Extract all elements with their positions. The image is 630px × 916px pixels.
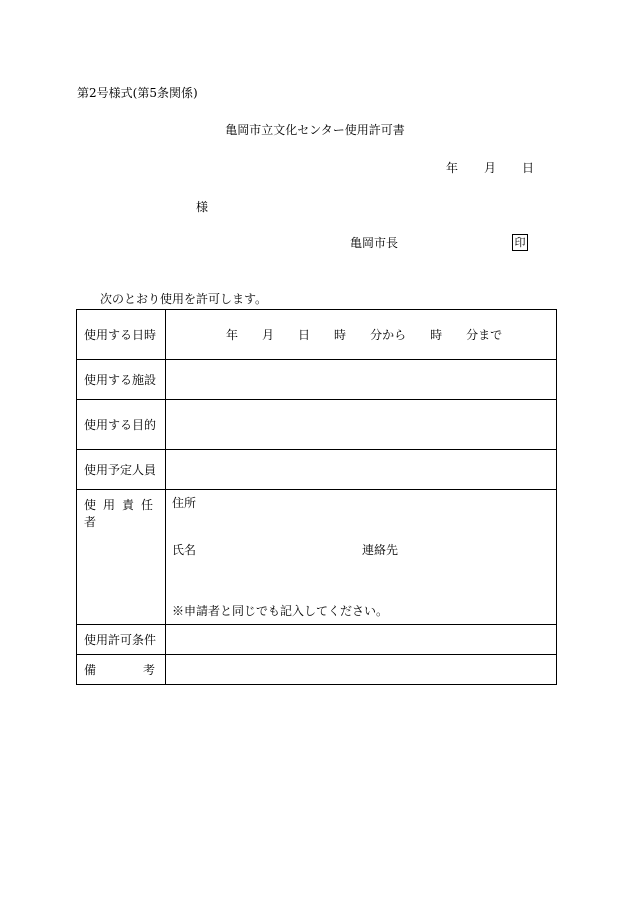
purpose-value-cell[interactable] bbox=[166, 400, 557, 450]
permit-table bbox=[76, 309, 557, 685]
datetime-minute-from: 分から bbox=[370, 328, 407, 342]
responsible-address-label: 住所 bbox=[172, 496, 197, 510]
datetime-template bbox=[172, 326, 556, 343]
label-facility: 使用する施設 bbox=[77, 360, 166, 400]
label-remarks-cell bbox=[77, 655, 166, 685]
datetime-day: 日 bbox=[298, 328, 311, 342]
label-purpose: 使用する目的 bbox=[77, 400, 166, 450]
responsible-note: ※申請者と同じでも記入してください。 bbox=[172, 604, 389, 618]
table-row-responsible bbox=[77, 490, 557, 625]
document-title: 亀岡市立文化センター使用許可書 bbox=[225, 123, 405, 137]
seal-mark: 印 bbox=[512, 234, 528, 251]
date-day-label: 日 bbox=[522, 161, 535, 175]
datetime-month: 月 bbox=[262, 328, 275, 342]
datetime-value-cell[interactable] bbox=[166, 310, 557, 360]
label-responsible: 使用責任者 bbox=[84, 498, 161, 529]
datetime-year: 年 bbox=[226, 328, 239, 342]
addressee-suffix: 様 bbox=[196, 200, 209, 214]
date-year-label: 年 bbox=[446, 161, 459, 175]
remarks-value-cell[interactable] bbox=[166, 655, 557, 685]
label-datetime: 使用する日時 bbox=[77, 310, 166, 360]
responsible-value-cell[interactable] bbox=[166, 490, 557, 625]
label-responsible-cell bbox=[77, 490, 166, 625]
attendees-value-cell[interactable] bbox=[166, 450, 557, 490]
facility-value-cell[interactable] bbox=[166, 360, 557, 400]
table-row-remarks bbox=[77, 655, 557, 685]
datetime-minute-until: 分まで bbox=[466, 328, 503, 342]
label-attendees: 使用予定人員 bbox=[77, 450, 166, 490]
datetime-hour-end: 時 bbox=[430, 328, 443, 342]
label-remarks-right: 考 bbox=[142, 663, 155, 677]
issuer-mayor-label: 亀岡市長 bbox=[350, 236, 399, 250]
table-row-conditions bbox=[77, 625, 557, 655]
responsible-name-label: 氏名 bbox=[172, 543, 197, 557]
date-month-label: 月 bbox=[484, 161, 497, 175]
table-row-attendees bbox=[77, 450, 557, 490]
table-row-facility bbox=[77, 360, 557, 400]
conditions-value-cell[interactable] bbox=[166, 625, 557, 655]
table-row-purpose bbox=[77, 400, 557, 450]
label-remarks-left: 備 bbox=[84, 663, 97, 677]
form-number: 第2号様式(第5条関係) bbox=[77, 86, 198, 100]
datetime-hour-start: 時 bbox=[334, 328, 347, 342]
intro-text: 次のとおり使用を許可します。 bbox=[100, 292, 268, 306]
issue-date-line bbox=[446, 161, 534, 175]
responsible-contact-label: 連絡先 bbox=[362, 543, 399, 557]
label-conditions: 使用許可条件 bbox=[77, 625, 166, 655]
table-row-datetime bbox=[77, 310, 557, 360]
